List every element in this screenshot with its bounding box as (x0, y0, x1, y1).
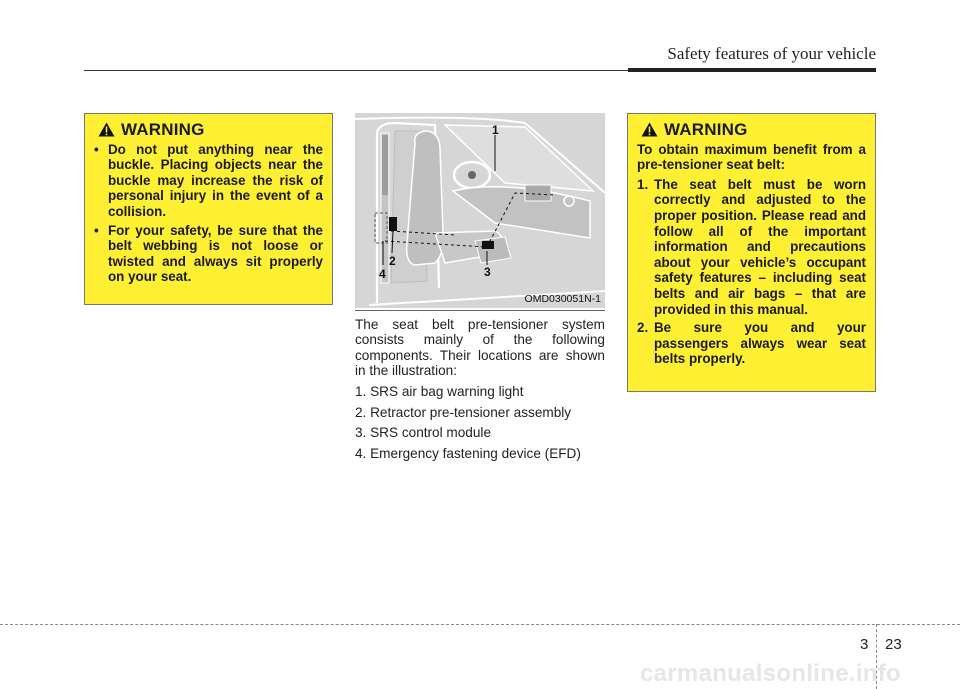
warning-title: WARNING (664, 120, 748, 139)
illustration (355, 113, 605, 308)
callout-3: 3 (484, 265, 491, 279)
header-title: Safety features of your vehicle (667, 44, 876, 63)
callout-1: 1 (492, 123, 499, 137)
warning-box-right (627, 113, 876, 392)
warning-box-left (84, 113, 333, 305)
warning-triangle-icon (98, 122, 115, 137)
car-interior-drawing (355, 113, 605, 308)
figure-code: OMD030051N-1 (524, 293, 601, 305)
warning-intro: To obtain maximum benefit from a pre-tensioner seat belt: (637, 141, 866, 173)
warning-item: • For your safety, be sure that the belt webbing is not loose or twisted and always sit properly on your seat. (94, 222, 323, 285)
warning-triangle-icon (641, 122, 658, 137)
footer-rule (0, 624, 960, 625)
parts-list (355, 384, 615, 467)
list-item: 2. Retractor pre-tensioner assembly (355, 404, 572, 420)
header-rule-accent (628, 68, 876, 72)
warning-item: 1. The seat belt must be worn correctly and adjusted to the proper position. Please read and follow all of the important information and precautions about your vehicle’s occupant safety features – including seat belts and air bags – that are provided in this manual. (637, 176, 866, 317)
chapter-number: 3 (860, 636, 869, 653)
callout-2: 2 (389, 254, 396, 268)
figure-rule (355, 310, 605, 311)
list-item: 4. Emergency fastening device (EFD) (355, 446, 581, 462)
warning-item: 2. Be sure you and your passengers always wear seat belts properly. (637, 320, 866, 367)
page-number: 23 (885, 636, 902, 653)
list-item: 1. SRS air bag warning light (355, 384, 524, 399)
warning-title: WARNING (121, 120, 205, 139)
callout-4: 4 (379, 267, 386, 281)
watermark: carmanualsonline.info (640, 660, 902, 687)
body-paragraph: The seat belt pre-tensioner system consists mainly of the following components. Their locations are shown in the illustration: (355, 317, 605, 379)
list-item: 3. SRS control module (355, 425, 492, 441)
warning-item: • Do not put anything near the buckle. Placing objects near the buckle may increase the risk of personal injury in the event of a collision. (94, 141, 323, 219)
